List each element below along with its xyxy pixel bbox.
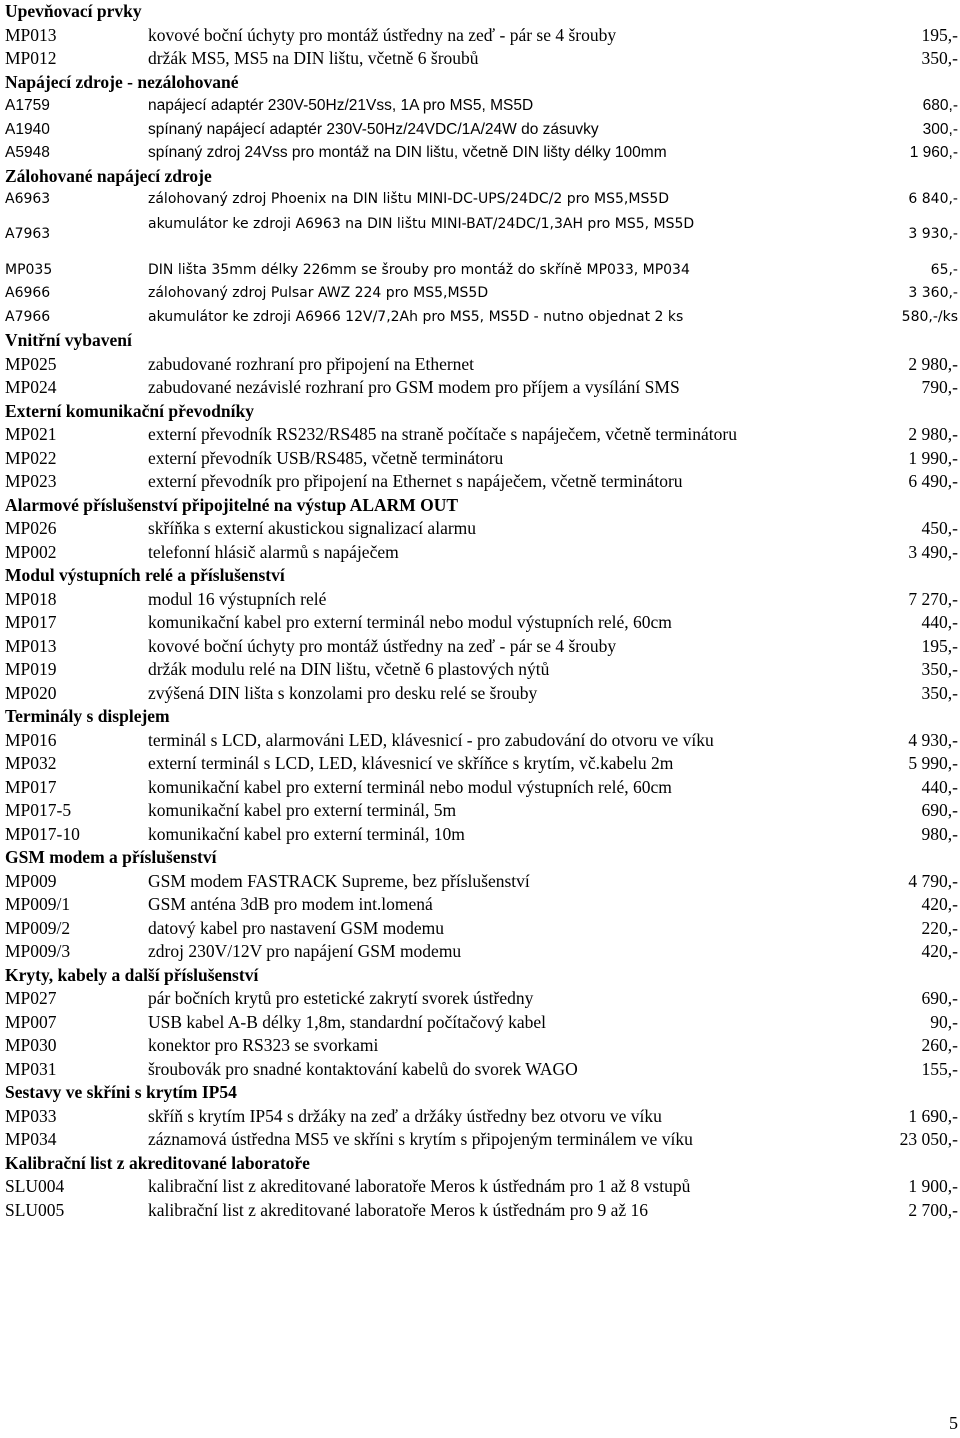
item-price: 300,- (922, 120, 958, 138)
item-price: 1 990,- (908, 447, 958, 468)
item-description: spínaný zdroj 24Vss pro montáž na DIN lištu, včetně DIN lišty délky 100mm (148, 144, 667, 161)
item-code: A1940 (5, 120, 50, 138)
item-description: komunikační kabel pro externí terminál, 5m (148, 800, 457, 820)
price-row (0, 917, 960, 941)
price-row (0, 1034, 960, 1058)
price-row (0, 141, 960, 165)
item-price: 790,- (921, 377, 958, 397)
item-code: MP025 (5, 353, 57, 374)
item-description: externí převodník USB/RS485, včetně terminátoru (148, 447, 504, 468)
price-row (0, 24, 960, 48)
item-price: 980,- (921, 823, 958, 844)
price-row (0, 47, 960, 71)
item-code: MP018 (5, 588, 57, 609)
price-row (0, 823, 960, 847)
item-price: 4 930,- (908, 729, 958, 750)
price-row (0, 447, 960, 471)
item-price: 2 980,- (908, 424, 958, 444)
item-description: kovové boční úchyty pro montáž ústředny na zeď - pár se 4 šrouby (148, 24, 617, 45)
item-price: 690,- (921, 800, 958, 820)
price-row (0, 1011, 960, 1035)
item-description: komunikační kabel pro externí terminál nebo modul výstupních relé, 60cm (148, 612, 672, 632)
item-description: GSM anténa 3dB pro modem int.lomená (148, 894, 433, 914)
item-description: externí převodník pro připojení na Ethernet s napáječem, včetně terminátoru (148, 471, 683, 491)
section-heading: Kryty, kabely a další příslušenství (5, 964, 259, 985)
item-price: 350,- (921, 682, 958, 703)
item-description: konektor pro RS323 se svorkami (148, 1035, 379, 1055)
item-price: 1 900,- (908, 1176, 958, 1196)
item-code: MP026 (5, 518, 57, 538)
item-code: MP012 (5, 48, 57, 68)
section-heading: Sestavy ve skříni s krytím IP54 (5, 1082, 237, 1102)
item-price: 195,- (921, 635, 958, 656)
item-code: MP017 (5, 776, 57, 797)
item-code: MP002 (5, 541, 57, 562)
price-row (0, 212, 960, 259)
item-description: skříňka s externí akustickou signalizací alarmu (148, 518, 477, 538)
price-row (0, 353, 960, 377)
item-code: MP030 (5, 1035, 57, 1055)
item-price: 440,- (921, 776, 958, 797)
item-code: MP017-10 (5, 823, 80, 844)
price-row (0, 893, 960, 917)
item-description: zálohovaný zdroj Pulsar AWZ 224 pro MS5,MS5D (148, 285, 489, 301)
price-row (0, 1128, 960, 1152)
item-code: MP016 (5, 729, 57, 750)
price-row (0, 799, 960, 823)
item-code: MP032 (5, 753, 57, 773)
price-row (0, 940, 960, 964)
item-code: MP009/2 (5, 917, 71, 938)
section-heading: Napájecí zdroje - nezálohované (5, 71, 239, 92)
item-description: kalibrační list z akreditované laboratoře Meros k ústřednám pro 9 až 16 (148, 1199, 649, 1220)
item-code: SLU004 (5, 1176, 65, 1196)
item-price: 1 960,- (909, 144, 958, 161)
item-code: MP021 (5, 424, 57, 444)
item-description: držák modulu relé na DIN lištu, včetně 6 plastových nýtů (148, 659, 550, 679)
item-code: MP020 (5, 682, 57, 703)
item-price: 7 270,- (908, 588, 958, 609)
price-row (0, 1105, 960, 1129)
item-price: 450,- (921, 518, 958, 538)
price-row (0, 470, 960, 494)
price-row (0, 1199, 960, 1223)
item-code: MP009/1 (5, 894, 71, 914)
price-row (0, 658, 960, 682)
price-row (0, 870, 960, 894)
item-price: 1 690,- (908, 1105, 958, 1126)
item-price: 220,- (921, 917, 958, 938)
item-description: držák MS5, MS5 na DIN lištu, včetně 6 šroubů (148, 48, 479, 68)
item-price: 690,- (921, 988, 958, 1008)
section-heading: Kalibrační list z akreditované laboratoře (5, 1152, 310, 1173)
item-description: zabudované rozhraní pro připojení na Ethernet (148, 353, 475, 374)
page-number: 5 (949, 1413, 958, 1433)
item-description: modul 16 výstupních relé (148, 588, 327, 609)
price-row (0, 1175, 960, 1199)
item-description: kalibrační list z akreditované laboratoře Meros k ústřednám pro 1 až 8 vstupů (148, 1176, 691, 1196)
item-price: 5 990,- (908, 753, 958, 773)
item-price: 155,- (921, 1058, 958, 1079)
item-price: 3 930,- (908, 225, 958, 242)
item-code: MP013 (5, 635, 57, 656)
item-price: 2 700,- (908, 1199, 958, 1220)
price-row (0, 517, 960, 541)
item-price: 4 790,- (908, 870, 958, 891)
item-code: MP019 (5, 659, 57, 679)
price-row (0, 635, 960, 659)
item-code: MP022 (5, 447, 57, 468)
price-row (0, 776, 960, 800)
price-row (0, 611, 960, 635)
price-row (0, 282, 960, 306)
item-code: MP024 (5, 377, 57, 397)
item-code: A1759 (5, 97, 50, 114)
item-code: A7966 (5, 308, 51, 325)
item-code: MP007 (5, 1011, 57, 1032)
price-row (0, 376, 960, 400)
price-row (0, 682, 960, 706)
section-heading: Alarmové příslušenství připojitelné na výstup ALARM OUT (5, 494, 459, 515)
item-price: 3 490,- (908, 541, 958, 562)
item-description: komunikační kabel pro externí terminál, 10m (148, 823, 465, 844)
item-price: 2 980,- (908, 353, 958, 374)
item-description: šroubovák pro snadné kontaktování kabelů do svorek WAGO (148, 1058, 578, 1079)
item-description: DIN lišta 35mm délky 226mm se šrouby pro montáž do skříně MP033, MP034 (148, 261, 690, 278)
item-description: USB kabel A-B délky 1,8m, standardní počítačový kabel (148, 1011, 547, 1032)
section-heading: Zálohované napájecí zdroje (5, 165, 212, 186)
item-price: 195,- (921, 24, 958, 45)
price-row (0, 188, 960, 212)
item-description: telefonní hlásič alarmů s napáječem (148, 541, 399, 562)
item-description: externí terminál s LCD, LED, klávesnicí ve skříňce s krytím, vč.kabelu 2m (148, 753, 674, 773)
section-heading: GSM modem a příslušenství (5, 847, 217, 867)
item-price: 420,- (921, 894, 958, 914)
price-row (0, 259, 960, 283)
item-price: 350,- (921, 48, 958, 68)
price-row (0, 588, 960, 612)
section-heading: Vnitřní vybavení (5, 330, 132, 350)
item-code: MP017 (5, 612, 57, 632)
section-heading: Upevňovací prvky (5, 1, 142, 21)
item-description: komunikační kabel pro externí terminál nebo modul výstupních relé, 60cm (148, 776, 672, 797)
item-description: pár bočních krytů pro estetické zakrytí svorek ústředny (148, 988, 534, 1008)
item-price: 580,-/ks (901, 308, 958, 325)
item-price: 350,- (921, 659, 958, 679)
item-code: A5948 (5, 144, 50, 161)
price-row (0, 94, 960, 118)
item-price: 420,- (921, 941, 958, 961)
item-price: 23 050,- (899, 1129, 958, 1149)
item-price: 3 360,- (908, 285, 958, 301)
item-description: externí převodník RS232/RS485 na straně počítače s napáječem, včetně terminátoru (148, 424, 737, 444)
item-code: A7963 (5, 225, 51, 242)
section-heading: Modul výstupních relé a příslušenství (5, 565, 285, 585)
price-row (0, 729, 960, 753)
price-row (0, 987, 960, 1011)
item-price: 440,- (921, 612, 958, 632)
item-code: MP034 (5, 1129, 57, 1149)
item-code: A6963 (5, 191, 51, 207)
price-row (0, 541, 960, 565)
item-description: terminál s LCD, alarmováni LED, klávesnicí - pro zabudování do otvoru ve víku (148, 729, 714, 750)
item-description: napájecí adaptér 230V-50Hz/21Vss, 1A pro MS5, MS5D (148, 97, 534, 114)
item-description: datový kabel pro nastavení GSM modemu (148, 917, 444, 938)
item-code: MP013 (5, 24, 57, 45)
item-code: MP033 (5, 1105, 57, 1126)
item-price: 6 490,- (908, 471, 958, 491)
item-description: kovové boční úchyty pro montáž ústředny na zeď - pár se 4 šrouby (148, 635, 617, 656)
item-description: GSM modem FASTRACK Supreme, bez příslušenství (148, 870, 530, 891)
item-description: spínaný napájecí adaptér 230V-50Hz/24VDC/1A/24W do zásuvky (148, 120, 599, 138)
item-description: zvýšená DIN lišta s konzolami pro desku relé se šrouby (148, 682, 538, 703)
item-description: akumulátor ke zdroji A6966 12V/7,2Ah pro MS5, MS5D - nutno objednat 2 ks (148, 308, 684, 325)
price-row (0, 1058, 960, 1082)
item-code: MP035 (5, 261, 53, 278)
item-code: MP027 (5, 988, 57, 1008)
item-price: 680,- (922, 97, 958, 114)
item-description: zabudované nezávislé rozhraní pro GSM modem pro příjem a vysílání SMS (148, 377, 680, 397)
item-price: 90,- (930, 1011, 958, 1032)
item-price: 65,- (930, 261, 958, 278)
item-code: A6966 (5, 285, 51, 301)
price-row (0, 118, 960, 142)
item-description: akumulátor ke zdroji A6963 na DIN lištu MINI-BAT/24DC/1,3AH pro MS5, MS5D (148, 215, 695, 232)
item-description: záznamová ústředna MS5 ve skříni s krytím s připojeným terminálem ve víku (148, 1129, 693, 1149)
section-heading: Externí komunikační převodníky (5, 400, 254, 421)
item-description: zálohovaný zdroj Phoenix na DIN lištu MINI-DC-UPS/24DC/2 pro MS5,MS5D (148, 191, 670, 207)
item-code: MP009 (5, 870, 57, 891)
item-price: 260,- (921, 1035, 958, 1055)
price-row (0, 306, 960, 330)
item-code: MP023 (5, 471, 57, 491)
item-price: 6 840,- (908, 191, 958, 207)
section-heading: Terminály s displejem (5, 706, 170, 726)
item-code: MP031 (5, 1058, 57, 1079)
price-row (0, 423, 960, 447)
item-code: SLU005 (5, 1199, 65, 1220)
item-code: MP009/3 (5, 941, 71, 961)
item-description: skříň s krytím IP54 s držáky na zeď a držáky ústředny bez otvoru ve víku (148, 1105, 662, 1126)
item-description: zdroj 230V/12V pro napájení GSM modemu (148, 941, 462, 961)
item-code: MP017-5 (5, 800, 72, 820)
price-row (0, 752, 960, 776)
